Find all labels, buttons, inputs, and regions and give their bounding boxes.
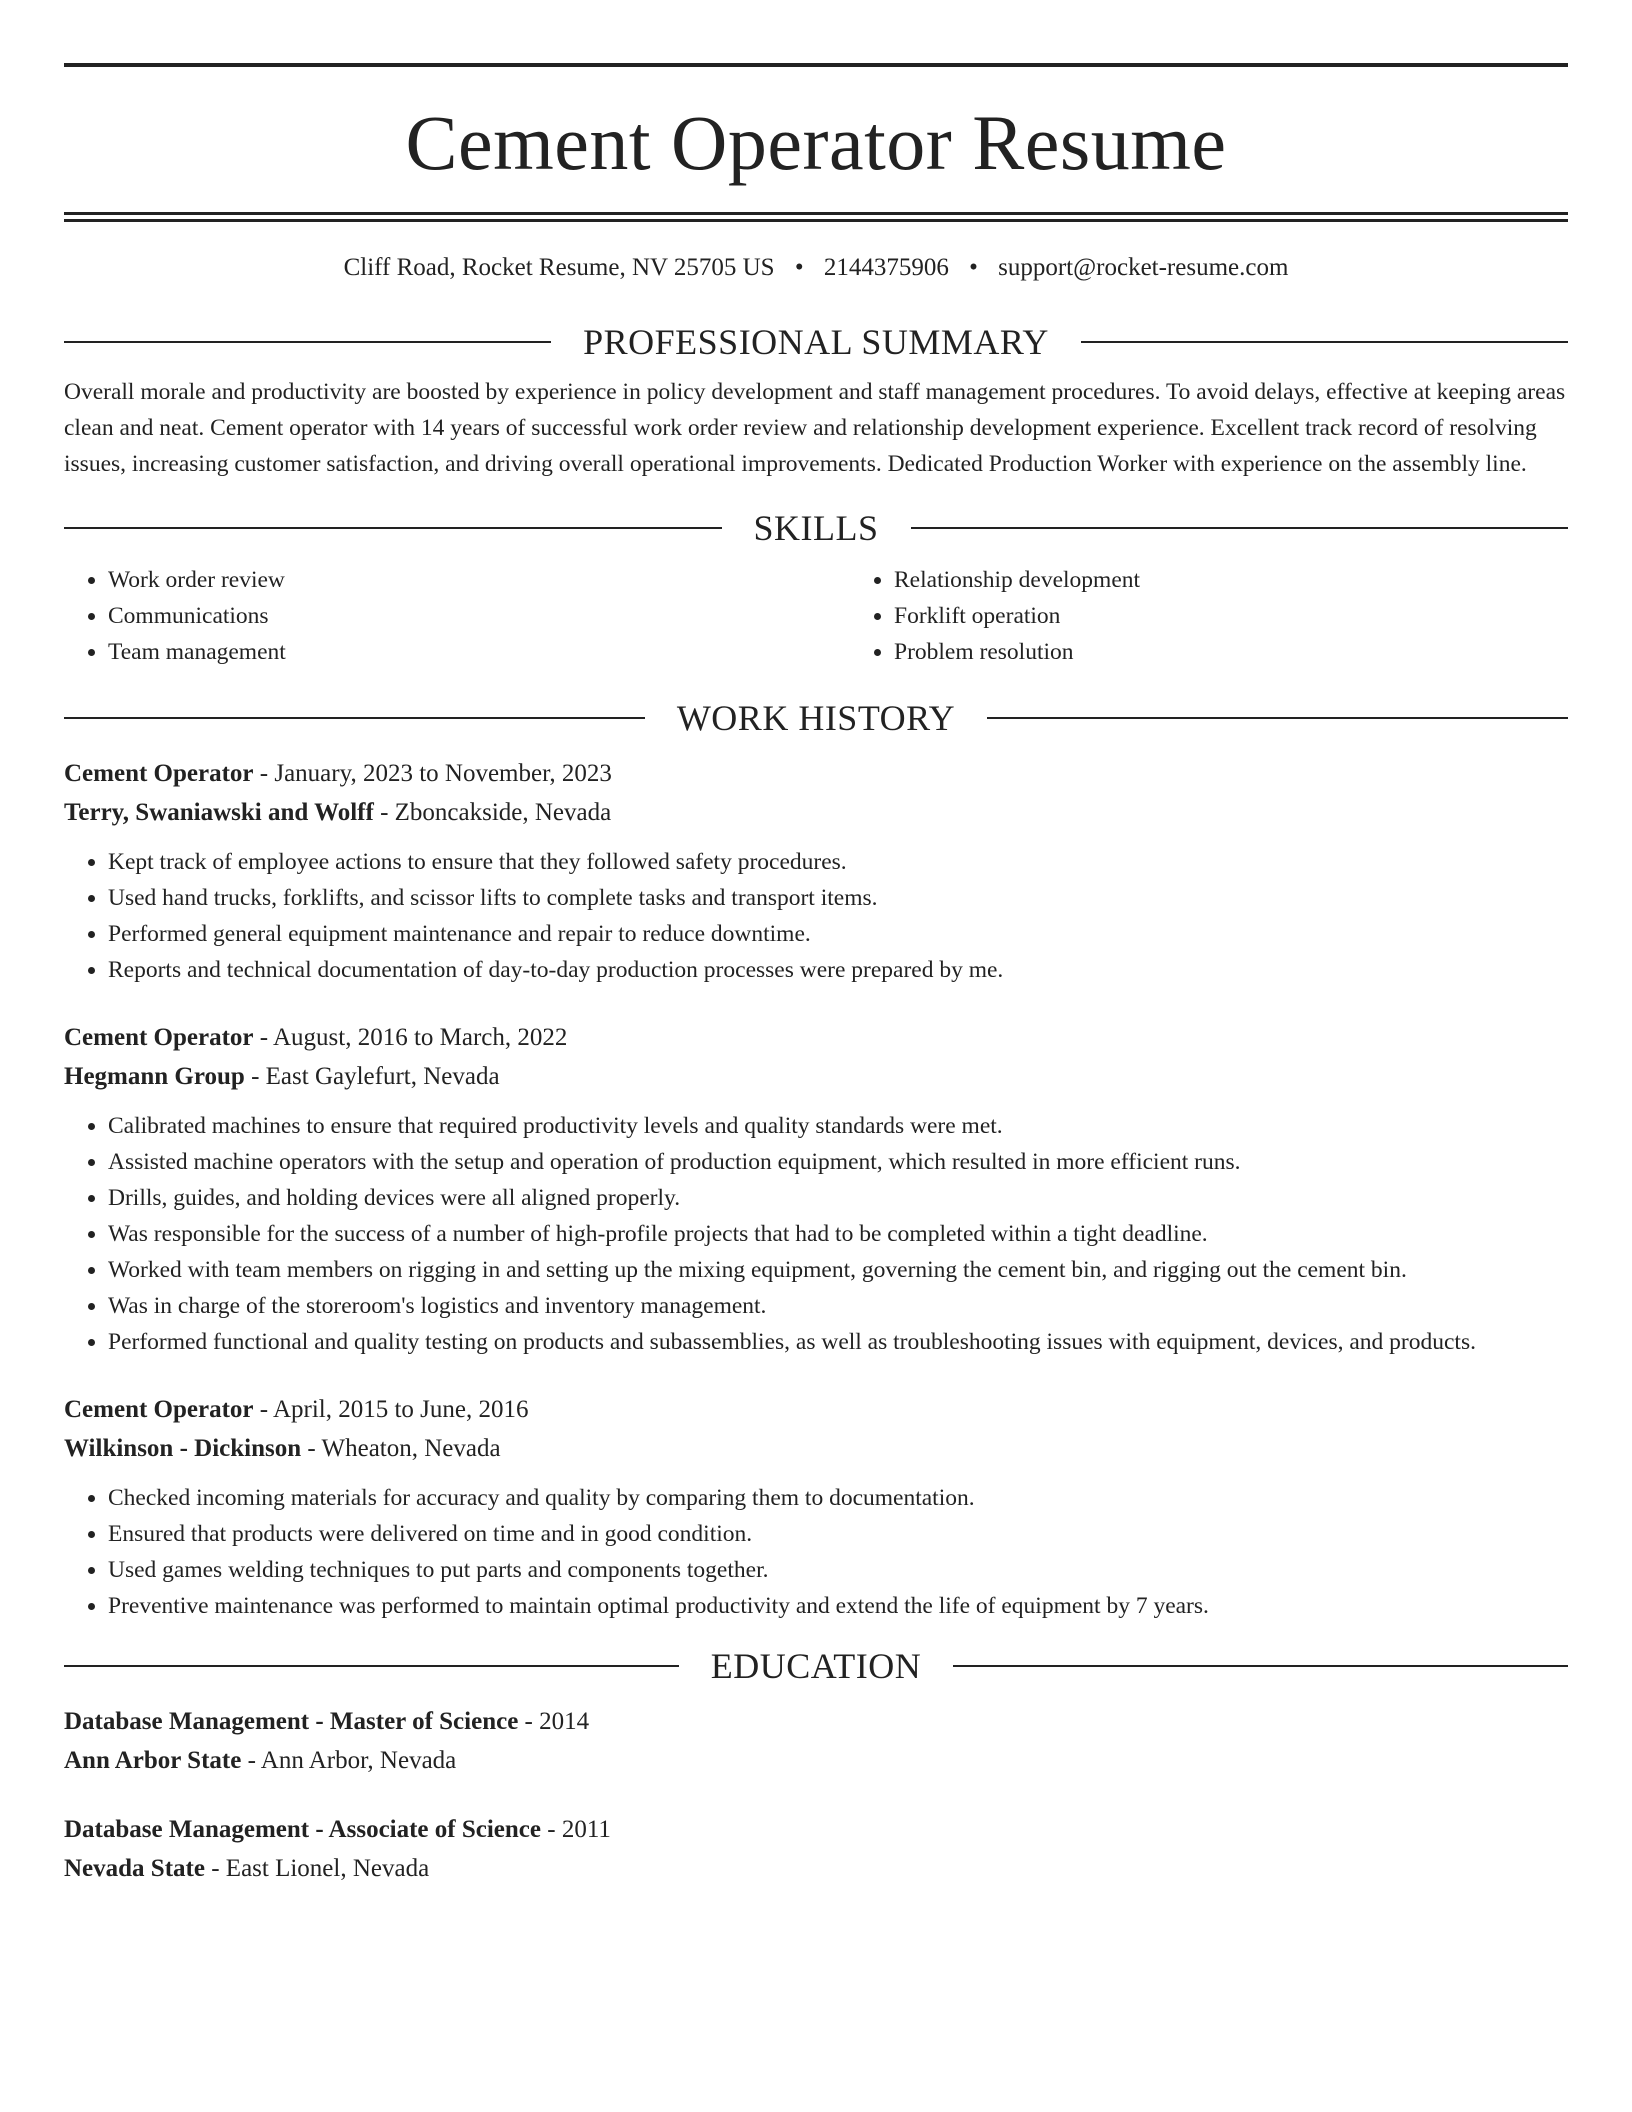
heading-rule [64,527,722,529]
job-entry [64,1018,1568,1360]
job-dates: - January, 2023 to November, 2023 [253,760,612,787]
heading-rule [987,717,1568,719]
job-title: Cement Operator [64,760,254,787]
heading-rule [64,1665,679,1667]
degree-line [64,1810,1568,1849]
job-company: Wilkinson - Dickinson [64,1435,302,1462]
job-entry [64,754,1568,988]
contact-separator: • [794,254,804,281]
job-bullet: • Reports and technical documentation of day-to-day production processes were prepared by me. [108,952,1568,988]
job-bullets [64,1480,1568,1624]
skill-item: • Problem resolution [894,634,1140,670]
section-title: PROFESSIONAL SUMMARY [583,322,1049,362]
title-double-rule [64,212,1568,222]
job-bullet: • Was in charge of the storeroom's logistics and inventory management. [108,1288,1568,1324]
heading-rule [64,341,551,343]
job-bullets [64,1108,1568,1360]
job-bullet: • Preventive maintenance was performed to maintain optimal productivity and extend the life of equipment by 7 years. [108,1588,1568,1624]
contact-separator: • [969,254,978,281]
heading-rule [1081,341,1568,343]
section-title: SKILLS [753,508,879,548]
job-company-line [64,1057,1568,1096]
job-title: Cement Operator [64,1396,254,1423]
skill-item: • Forklift operation [894,598,1140,634]
job-entry [64,1390,1568,1624]
degree-year: - 2014 [518,1708,590,1735]
section-heading-education [64,1648,1568,1684]
job-title-line [64,754,1568,793]
job-bullet: • Kept track of employee actions to ensure that they followed safety procedures. [108,844,1568,880]
degree: Database Management - Associate of Science [64,1816,541,1843]
school-location: - Ann Arbor, Nevada [241,1747,457,1774]
top-rule [64,63,1568,67]
education-entry [64,1810,1568,1888]
job-bullet: • Calibrated machines to ensure that required productivity levels and quality standards were met. [108,1108,1568,1144]
job-location: - Wheaton, Nevada [301,1435,501,1462]
job-bullet: • Checked incoming materials for accuracy and quality by comparing them to documentation. [108,1480,1568,1516]
contact-address: Cliff Road, Rocket Resume, NV 25705 US [343,254,775,281]
section-heading-skills [64,510,1568,546]
school-location: - East Lionel, Nevada [204,1855,430,1882]
job-dates: - April, 2015 to June, 2016 [253,1396,529,1423]
job-company: Terry, Swaniawski and Wolff [64,799,374,826]
degree-line [64,1702,1568,1741]
skill-item: • Team management [108,634,850,670]
job-bullet: • Used hand trucks, forklifts, and scissor lifts to complete tasks and transport items. [108,880,1568,916]
section-heading-summary [64,324,1568,360]
contact-email: support@rocket-resume.com [998,254,1289,281]
school: Ann Arbor State [64,1747,242,1774]
skills-column-right [850,562,1140,670]
job-title-line [64,1390,1568,1429]
job-company: Hegmann Group [64,1063,245,1090]
education-entry [64,1702,1568,1780]
skill-item: • Relationship development [894,562,1140,598]
job-location: - Zboncakside, Nevada [373,799,612,826]
heading-rule [953,1665,1568,1667]
school: Nevada State [64,1855,205,1882]
resume-title: Cement Operator Resume [405,99,1227,186]
skill-item: • Work order review [108,562,850,598]
job-title: Cement Operator [64,1024,254,1051]
job-dates: - August, 2016 to March, 2022 [253,1024,568,1051]
job-bullet: • Performed general equipment maintenance and repair to reduce downtime. [108,916,1568,952]
job-company-line [64,793,1568,832]
school-line [64,1741,1568,1780]
job-company-line [64,1429,1568,1468]
section-title: EDUCATION [710,1646,922,1686]
job-bullet: • Ensured that products were delivered on time and in good condition. [108,1516,1568,1552]
heading-rule [911,527,1569,529]
section-title: WORK HISTORY [676,698,956,738]
contact-line [64,255,1568,280]
school-line [64,1849,1568,1888]
job-title-line [64,1018,1568,1057]
job-bullet: • Worked with team members on rigging in and setting up the mixing equipment, governing the cement bin, and rigging out the cement bin. [108,1252,1568,1288]
job-bullets [64,844,1568,988]
job-bullet: • Assisted machine operators with the setup and operation of production equipment, which resulted in more efficient runs. [108,1144,1568,1180]
job-location: - East Gaylefurt, Nevada [244,1063,500,1090]
job-bullet: • Performed functional and quality testing on products and subassemblies, as well as troubleshooting issues with equipment, devices, and products. [108,1324,1568,1360]
job-bullet: • Drills, guides, and holding devices were all aligned properly. [108,1180,1568,1216]
contact-phone: 2144375906 [823,254,949,281]
skills-list [64,562,1568,670]
job-bullet: • Was responsible for the success of a number of high-profile projects that had to be completed within a tight deadline. [108,1216,1568,1252]
skills-column-left [64,562,850,670]
skill-item: • Communications [108,598,850,634]
summary-paragraph: Overall morale and productivity are boosted by experience in policy development and staff management procedures. To avoid delays, effective at keeping areas clean and neat. Cement operator with 14 years of successful work order review and relationship development experience. Excellent track record of resolving issues, increasing customer satisfaction, and driving overall operational improvements. Dedicated Production Worker with experience on the assembly line. [64,379,1566,477]
degree-year: - 2011 [541,1816,611,1843]
degree: Database Management - Master of Science [64,1708,519,1735]
section-heading-work [64,700,1568,736]
job-bullet: • Used games welding techniques to put parts and components together. [108,1552,1568,1588]
heading-rule [64,717,645,719]
